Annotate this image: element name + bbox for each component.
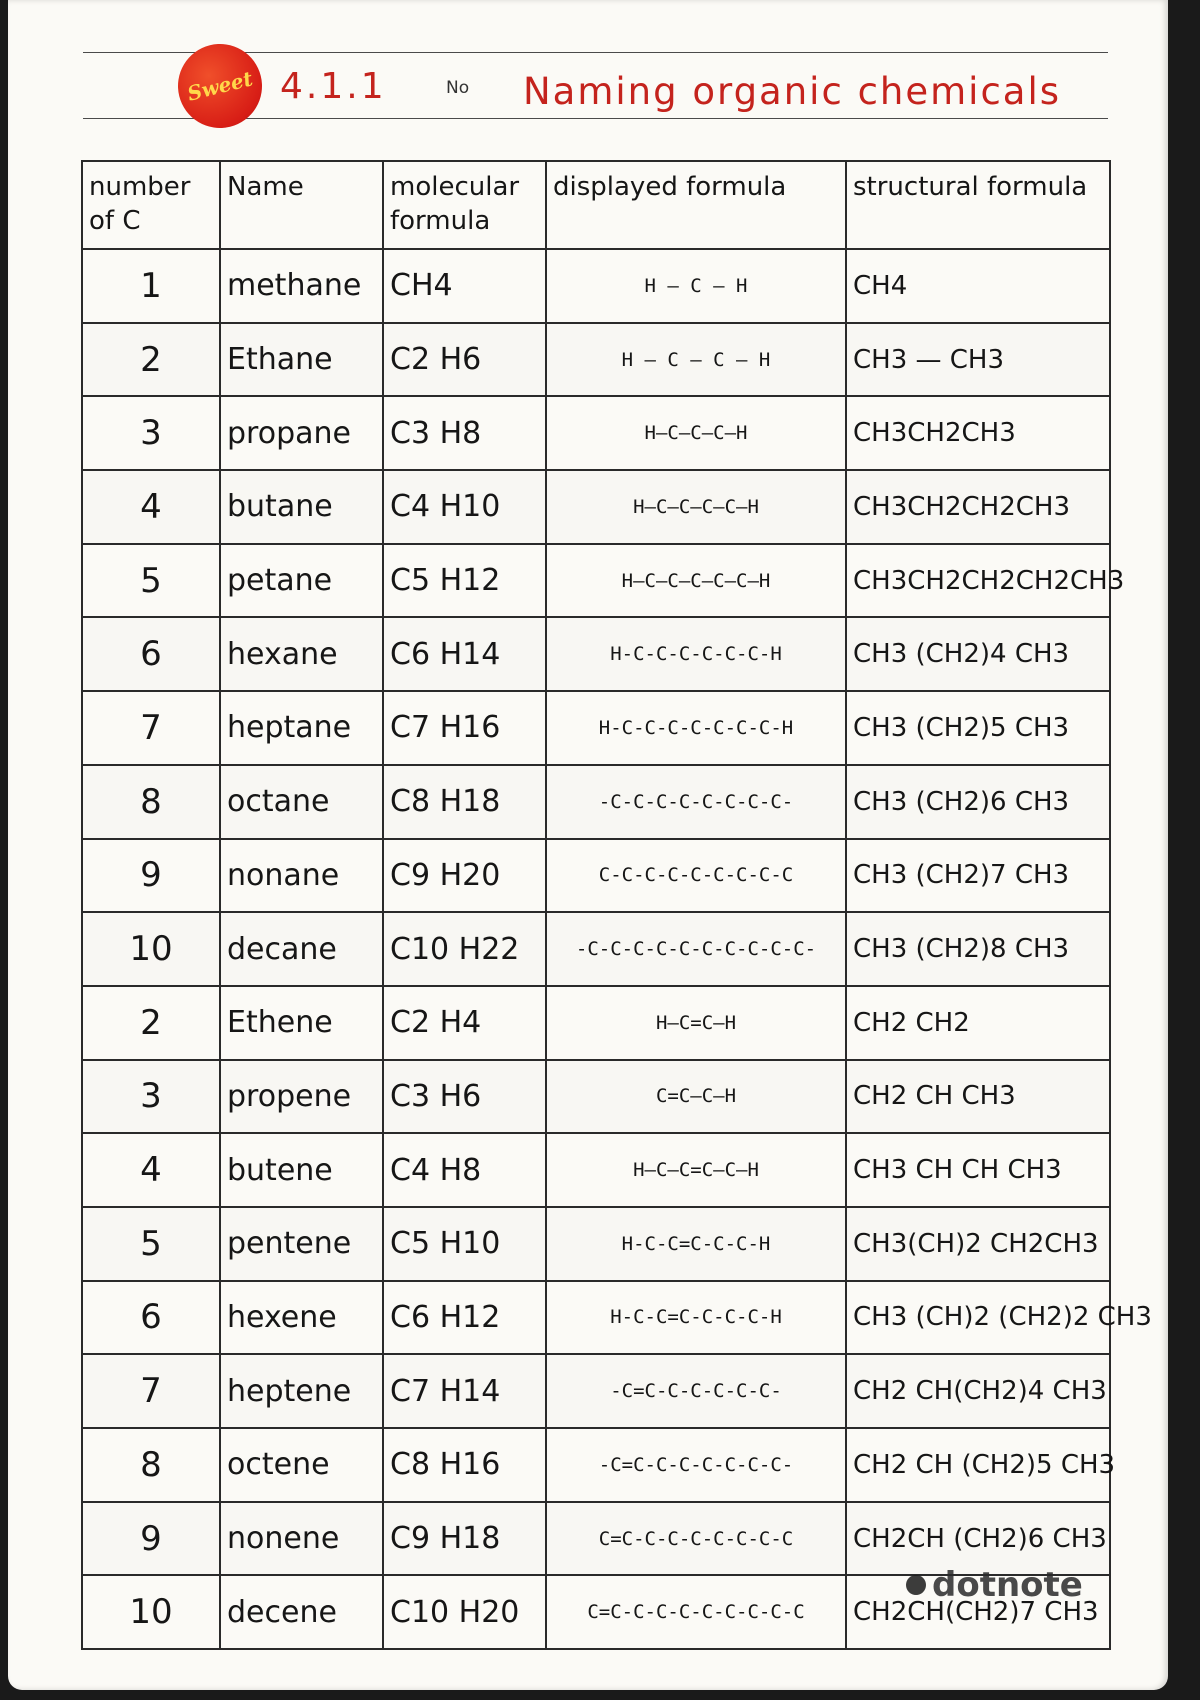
- cell-name: nonene: [220, 1502, 383, 1576]
- cell-number: 7: [82, 691, 220, 765]
- cell-number: 8: [82, 1428, 220, 1502]
- cell-molecular: C9 H18: [383, 1502, 546, 1576]
- cell-name: octane: [220, 765, 383, 839]
- cell-displayed: H—C—C—C—C—C—H: [546, 544, 846, 618]
- cell-name: decane: [220, 912, 383, 986]
- cell-structural: CH3 (CH2)8 CH3: [846, 912, 1110, 986]
- cell-molecular: C3 H8: [383, 396, 546, 470]
- cell-displayed: H — C — H: [546, 249, 846, 323]
- cell-name: petane: [220, 544, 383, 618]
- cell-structural: CH2CH(CH2)7 CH3: [846, 1575, 1110, 1649]
- cell-name: butene: [220, 1133, 383, 1207]
- cell-structural: CH2 CH CH3: [846, 1060, 1110, 1134]
- no-label: No: [446, 78, 470, 98]
- col-header-molecular: molecular formula: [383, 161, 546, 249]
- cell-displayed: H—C=C—H: [546, 986, 846, 1060]
- cell-displayed: -C-C-C-C-C-C-C-C-: [546, 765, 846, 839]
- table-row: [82, 986, 1110, 1060]
- cell-number: 4: [82, 1133, 220, 1207]
- cell-name: heptane: [220, 691, 383, 765]
- table-row: [82, 617, 1110, 691]
- cell-structural: CH3 CH CH CH3: [846, 1133, 1110, 1207]
- sticker-text: Sweet: [184, 66, 256, 106]
- cell-molecular: C6 H12: [383, 1281, 546, 1355]
- cell-displayed: H—C—C=C—C—H: [546, 1133, 846, 1207]
- cell-name: methane: [220, 249, 383, 323]
- table-row: [82, 396, 1110, 470]
- cell-name: hexene: [220, 1281, 383, 1355]
- cell-number: 4: [82, 470, 220, 544]
- cell-molecular: C4 H8: [383, 1133, 546, 1207]
- cell-structural: CH3CH2CH2CH3: [846, 470, 1110, 544]
- table-row: [82, 912, 1110, 986]
- cell-molecular: C2 H4: [383, 986, 546, 1060]
- cell-displayed: H-C-C=C-C-C-C-H: [546, 1281, 846, 1355]
- cell-displayed: H — C — C — H: [546, 323, 846, 397]
- cell-molecular: C9 H20: [383, 839, 546, 913]
- table-header-row: [82, 161, 1110, 249]
- cell-structural: CH3CH2CH2CH2CH3: [846, 544, 1110, 618]
- cell-displayed: -C=C-C-C-C-C-C-C-: [546, 1428, 846, 1502]
- table-row: [82, 1354, 1110, 1428]
- cell-displayed: H—C—C—C—C—H: [546, 470, 846, 544]
- cell-structural: CH3(CH)2 CH2CH3: [846, 1207, 1110, 1281]
- table-body: [82, 249, 1152, 1649]
- watermark-text: dotnote: [932, 1565, 1083, 1605]
- cell-name: heptene: [220, 1354, 383, 1428]
- cell-molecular: C4 H10: [383, 470, 546, 544]
- cell-molecular: C5 H12: [383, 544, 546, 618]
- cell-structural: CH2 CH2: [846, 986, 1110, 1060]
- cell-structural: CH3 (CH)2 (CH2)2 CH3: [846, 1281, 1110, 1355]
- cell-displayed: -C=C-C-C-C-C-C-: [546, 1354, 846, 1428]
- sweet-sticker: [169, 35, 271, 137]
- cell-molecular: C5 H10: [383, 1207, 546, 1281]
- cell-structural: CH3 (CH2)5 CH3: [846, 691, 1110, 765]
- cell-displayed: C-C-C-C-C-C-C-C-C: [546, 839, 846, 913]
- cell-molecular: C10 H20: [383, 1575, 546, 1649]
- table-row: [82, 691, 1110, 765]
- cell-number: 2: [82, 986, 220, 1060]
- cell-name: Ethane: [220, 323, 383, 397]
- cell-structural: CH2 CH (CH2)5 CH3: [846, 1428, 1110, 1502]
- cell-number: 9: [82, 1502, 220, 1576]
- table-row: [82, 765, 1110, 839]
- cell-number: 3: [82, 1060, 220, 1134]
- notebook-page: [8, 0, 1168, 1690]
- cell-structural: CH3 (CH2)7 CH3: [846, 839, 1110, 913]
- cell-name: hexane: [220, 617, 383, 691]
- cell-name: decene: [220, 1575, 383, 1649]
- cell-molecular: C7 H14: [383, 1354, 546, 1428]
- cell-molecular: C10 H22: [383, 912, 546, 986]
- page-title: Naming organic chemicals: [523, 70, 1062, 113]
- cell-name: Ethene: [220, 986, 383, 1060]
- watermark-dot-icon: [906, 1575, 926, 1595]
- cell-number: 1: [82, 249, 220, 323]
- table-row: [82, 1207, 1110, 1281]
- cell-molecular: C7 H16: [383, 691, 546, 765]
- hydrocarbon-table: [81, 160, 1152, 1650]
- table-row: [82, 1133, 1110, 1207]
- cell-name: butane: [220, 470, 383, 544]
- cell-displayed: H-C-C=C-C-C-H: [546, 1207, 846, 1281]
- cell-number: 9: [82, 839, 220, 913]
- table-row: [82, 1428, 1110, 1502]
- lesson-code: 4.1.1: [280, 66, 387, 107]
- cell-displayed: H—C—C—C—H: [546, 396, 846, 470]
- cell-number: 6: [82, 1281, 220, 1355]
- cell-number: 10: [82, 1575, 220, 1649]
- cell-structural: CH2 CH(CH2)4 CH3: [846, 1354, 1110, 1428]
- table-row: [82, 249, 1110, 323]
- col-header-structural: structural formula: [846, 161, 1110, 249]
- col-header-displayed: displayed formula: [546, 161, 846, 249]
- cell-structural: CH3CH2CH3: [846, 396, 1110, 470]
- cell-molecular: C3 H6: [383, 1060, 546, 1134]
- cell-number: 2: [82, 323, 220, 397]
- cell-displayed: C=C—C—H: [546, 1060, 846, 1134]
- cell-molecular: C6 H14: [383, 617, 546, 691]
- cell-structural: CH3 (CH2)6 CH3: [846, 765, 1110, 839]
- cell-molecular: C8 H18: [383, 765, 546, 839]
- cell-number: 10: [82, 912, 220, 986]
- table-row: [82, 544, 1110, 618]
- cell-structural: CH4: [846, 249, 1110, 323]
- cell-name: propene: [220, 1060, 383, 1134]
- cell-number: 3: [82, 396, 220, 470]
- table-row: [82, 323, 1110, 397]
- cell-structural: CH2CH (CH2)6 CH3: [846, 1502, 1110, 1576]
- col-header-number: number of C: [82, 161, 220, 249]
- cell-number: 8: [82, 765, 220, 839]
- cell-displayed: H-C-C-C-C-C-C-C-H: [546, 691, 846, 765]
- cell-structural: CH3 — CH3: [846, 323, 1110, 397]
- cell-name: nonane: [220, 839, 383, 913]
- cell-molecular: CH4: [383, 249, 546, 323]
- cell-number: 5: [82, 544, 220, 618]
- cell-displayed: C=C-C-C-C-C-C-C-C: [546, 1502, 846, 1576]
- cell-name: octene: [220, 1428, 383, 1502]
- cell-molecular: C2 H6: [383, 323, 546, 397]
- cell-structural: CH3 (CH2)4 CH3: [846, 617, 1110, 691]
- cell-displayed: C=C-C-C-C-C-C-C-C-C: [546, 1575, 846, 1649]
- cell-molecular: C8 H16: [383, 1428, 546, 1502]
- table-row: [82, 1060, 1110, 1134]
- col-header-name: Name: [220, 161, 383, 249]
- cell-number: 6: [82, 617, 220, 691]
- watermark: [906, 1565, 1083, 1605]
- table-row: [82, 839, 1110, 913]
- table-row: [82, 470, 1110, 544]
- cell-number: 7: [82, 1354, 220, 1428]
- cell-displayed: H-C-C-C-C-C-C-H: [546, 617, 846, 691]
- cell-number: 5: [82, 1207, 220, 1281]
- cell-name: pentene: [220, 1207, 383, 1281]
- table-row: [82, 1281, 1110, 1355]
- cell-name: propane: [220, 396, 383, 470]
- cell-displayed: -C-C-C-C-C-C-C-C-C-C-: [546, 912, 846, 986]
